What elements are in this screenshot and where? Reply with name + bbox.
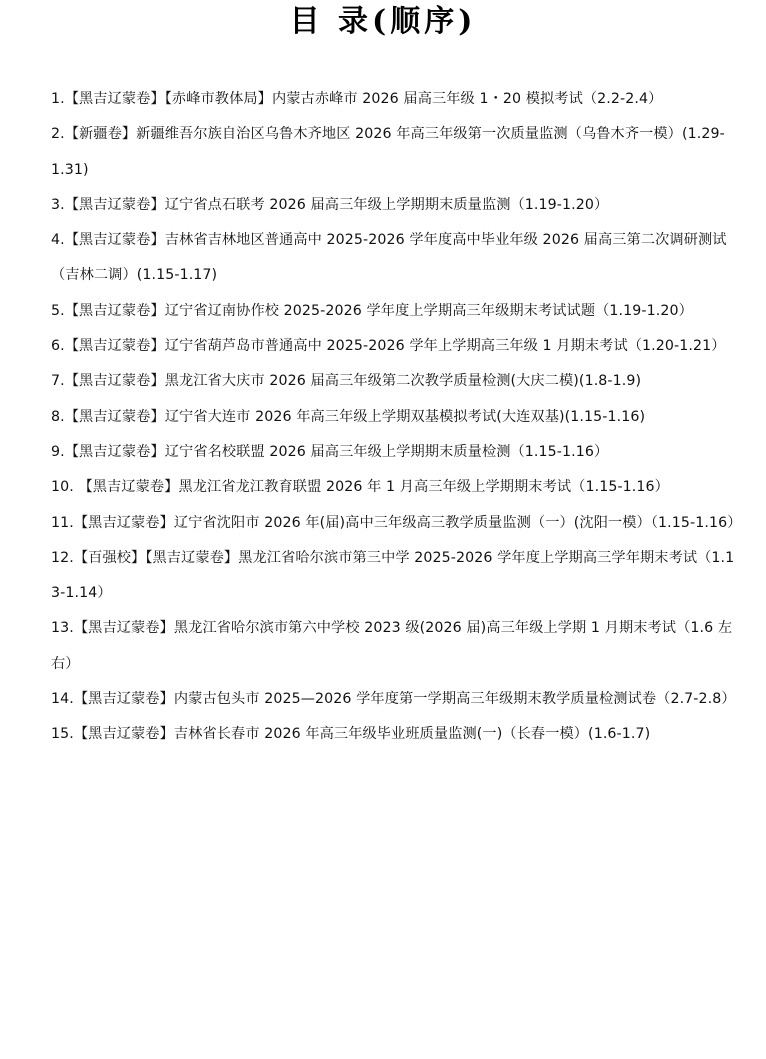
toc-entry-13: 13.【黑吉辽蒙卷】黑龙江省哈尔滨市第六中学校 2023 级(2026 届)高三年级上学期 1 月期末考试（1.6 左右） [51, 620, 733, 672]
toc-entry-15: 15.【黑吉辽蒙卷】吉林省长春市 2026 年高三年级毕业班质量监测(一)（长春一模）(1.6-1.7) [51, 726, 651, 743]
toc-entry-6: 6.【黑吉辽蒙卷】辽宁省葫芦岛市普通高中 2025-2026 学年上学期高三年级 1 月期末考试（1.20-1.21） [51, 338, 726, 355]
toc-entry-11: 11.【黑吉辽蒙卷】辽宁省沈阳市 2026 年(届)高中三年级高三教学质量监测（一）(沈阳一模）（1.15-1.16） [51, 514, 742, 531]
toc-entry-4: 4.【黑吉辽蒙卷】吉林省吉林地区普通高中 2025-2026 学年度高中毕业年级 2026 届高三第二次调研测试（吉林二调）(1.15-1.17) [51, 232, 727, 284]
page-title: 目 录(顺序) [289, 4, 477, 39]
toc-entry-2: 2.【新疆卷】新疆维吾尔族自治区乌鲁木齐地区 2026 年高三年级第一次质量监测（乌鲁木齐一模）(1.29-1.31) [51, 126, 725, 178]
table-of-contents [51, 82, 742, 753]
toc-entry-12: 12.【百强校】【黑吉辽蒙卷】黑龙江省哈尔滨市第三中学 2025-2026 学年度上学期高三学年期末考试（1.13-1.14） [51, 549, 735, 602]
toc-entry-10: 10. 【黑吉辽蒙卷】黑龙江省龙江教育联盟 2026 年 1 月高三年级上学期期末考试（1.15-1.16） [51, 479, 669, 496]
toc-entry-14: 14.【黑吉辽蒙卷】内蒙古包头市 2025—2026 学年度第一学期高三年级期末教学质量检测试卷（2.7-2.8） [51, 691, 736, 708]
toc-entry-3: 3.【黑吉辽蒙卷】辽宁省点石联考 2026 届高三年级上学期期末质量监测（1.19-1.20） [51, 196, 609, 213]
toc-entry-1: 1.【黑吉辽蒙卷】【赤峰市教体局】内蒙古赤峰市 2026 届高三年级 1・20 模拟考试（2.2-2.4） [51, 91, 663, 107]
toc-entry-5: 5.【黑吉辽蒙卷】辽宁省辽南协作校 2025-2026 学年度上学期高三年级期末考试试题（1.19-1.20） [51, 302, 693, 319]
toc-entry-8: 8.【黑吉辽蒙卷】辽宁省大连市 2026 年高三年级上学期双基模拟考试(大连双基)(1.15-1.16) [51, 408, 646, 425]
toc-entry-9: 9.【黑吉辽蒙卷】辽宁省名校联盟 2026 届高三年级上学期期末质量检测（1.15-1.16） [51, 443, 609, 460]
toc-entry-7: 7.【黑吉辽蒙卷】黑龙江省大庆市 2026 届高三年级第二次教学质量检测(大庆二模)(1.8-1.9) [51, 373, 642, 390]
